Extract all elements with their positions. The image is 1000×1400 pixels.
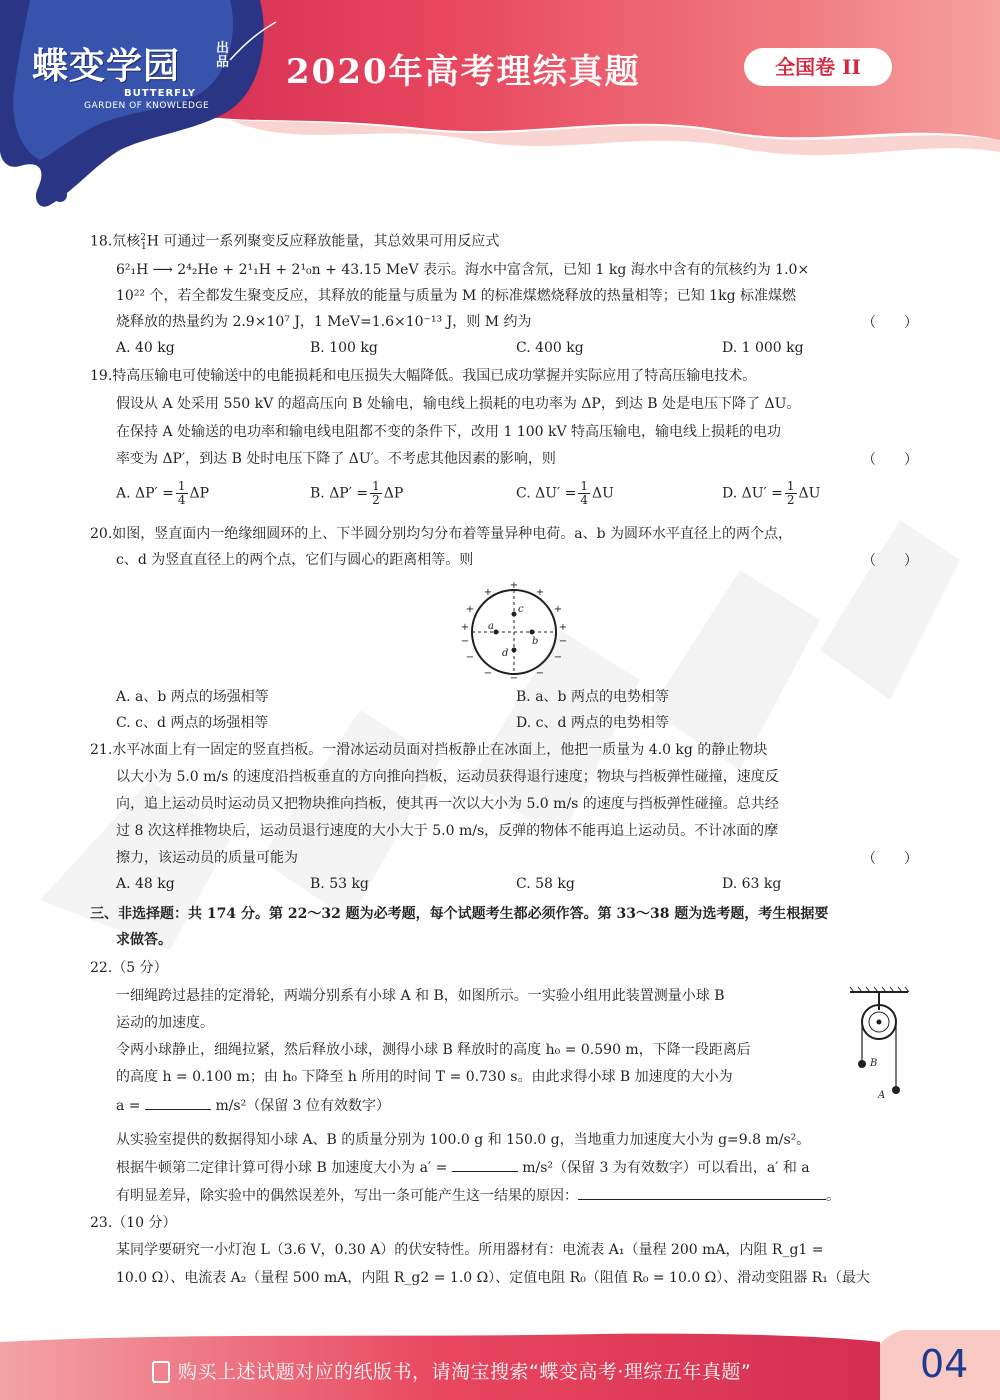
- q19-option-a[interactable]: [116, 480, 209, 507]
- q18-line2: 6²₁H ⟶ 2⁴₂He + 2¹₁H + 2¹₀n + 43.15 MeV 表示。海水中富含氘，已知 1 kg 海水中含有的氘核约为 1.0×: [116, 262, 810, 278]
- q18-line1-prefix: 氘核: [112, 233, 141, 250]
- q22-answer-blank-reason[interactable]: [578, 1185, 826, 1200]
- q18-answer-paren[interactable]: （ ）: [862, 315, 918, 331]
- q20-answer-paren[interactable]: （ ）: [862, 553, 918, 569]
- q22-line7-suffix: m/s²（保留 3 为有效数字）可以看出，a′ 和 a: [522, 1160, 810, 1176]
- q19-option-b-fraction: [370, 480, 382, 507]
- q20-option-a[interactable]: A. a、b 两点的场强相等: [116, 689, 269, 705]
- ball-a: [892, 1086, 900, 1094]
- q18-number: 18.: [90, 233, 113, 250]
- section3-line2: 求做答。: [116, 932, 172, 948]
- charge-minus: −: [535, 668, 545, 679]
- q19-option-c-num: 1: [580, 479, 589, 493]
- q22-line3: 令两小球静止，细绳拉紧，然后释放小球，测得小球 B 释放时的高度 h₀ = 0.590 m，下降一段距离后: [116, 1042, 751, 1058]
- point-c: [512, 612, 517, 617]
- q19-option-b[interactable]: [310, 480, 403, 507]
- q21-number: 21.: [90, 742, 113, 758]
- q19-option-a-tail: ΔP: [189, 485, 210, 502]
- section3-line1: 三、非选择题：共 174 分。第 22～32 题为必考题，每个试题考生都必须作答。第 33～38 题为选考题，考生根据要: [90, 906, 829, 922]
- q22-line4: 的高度 h = 0.100 m；由 h₀ 下降至 h 所用的时间 T = 0.730 s。由此求得小球 B 加速度的大小为: [116, 1069, 733, 1085]
- q19-line4: 率变为 ΔP′，到达 B 处时电压下降了 ΔU′。不考虑其他因素的影响，则: [116, 451, 556, 467]
- q23-header: 23.（10 分）: [90, 1215, 177, 1231]
- q19-line1-text: 特高压输电可使输送中的电能损耗和电压损失大幅降低。我国已成功掌握并实际应用了特高压输电技术。: [112, 368, 757, 384]
- charge-minus: −: [465, 652, 475, 663]
- point-b: [530, 630, 535, 635]
- charge-plus: +: [483, 587, 493, 598]
- q22-header: 22.（5 分）: [90, 960, 168, 976]
- charge-plus: +: [509, 582, 519, 591]
- q22-line8: [116, 1185, 840, 1206]
- paper-badge: 全国卷 II: [744, 48, 892, 86]
- point-a: [494, 630, 499, 635]
- label-c: c: [518, 604, 524, 615]
- q21-line1-text: 水平冰面上有一固定的竖直挡板。一滑冰运动员面对挡板静止在冰面上，他把一质量为 4.0 kg 的静止物块: [112, 742, 768, 758]
- q19-option-c-den: 4: [580, 493, 589, 507]
- q21-line1: [90, 740, 767, 760]
- charge-plus: +: [558, 622, 568, 633]
- point-d: [512, 648, 517, 653]
- charged-ring-figure: [452, 582, 576, 682]
- q20-number: 20.: [90, 526, 113, 542]
- label-b: b: [532, 636, 539, 647]
- q18-option-c[interactable]: C. 400 kg: [516, 340, 584, 356]
- q19-option-d-tail: ΔU: [798, 485, 821, 502]
- q21-line4: 过 8 次这样推物块后，运动员退行速度的大小大于 5.0 m/s，反弹的物体不能再追上运动员。不计冰面的摩: [116, 823, 779, 839]
- q20-line2: c、d 为竖直直径上的两个点，它们与圆心的距离相等。则: [116, 552, 474, 568]
- q19-option-b-label: B. ΔP′ =: [310, 485, 369, 502]
- q19-line2: 假设从 A 处采用 550 kV 的超高压向 B 处输电，输电线上损耗的电功率为 ΔP，到达 B 处是电压下降了 ΔU。: [116, 396, 801, 412]
- q18-line4: 烧释放的热量约为 2.9×10⁷ J，1 MeV=1.6×10⁻¹³ J，则 M 约为: [116, 314, 532, 330]
- q23-line2: 10.0 Ω）、电流表 A₂（量程 500 mA，内阻 R_g2 = 1.0 Ω）、定值电阻 R₀（阻值 R₀ = 10.0 Ω）、滑动变阻器 R₁（最大: [116, 1270, 870, 1286]
- q22-line7: [116, 1157, 810, 1178]
- q22-answer-blank-a-prime[interactable]: [452, 1157, 518, 1172]
- q19-line1: [90, 366, 756, 386]
- q21-answer-paren[interactable]: （ ）: [862, 851, 918, 867]
- q21-option-c[interactable]: C. 58 kg: [516, 876, 575, 892]
- q22-line1: 一细绳跨过悬挂的定滑轮，两端分别系有小球 A 和 B，如图所示。一实验小组用此装置测量小球 B: [116, 988, 725, 1004]
- q21-option-a[interactable]: A. 48 kg: [116, 876, 175, 892]
- q19-option-d-label: D. ΔU′ =: [722, 485, 783, 502]
- q19-option-d-num: 1: [786, 479, 795, 493]
- page-number: 04: [920, 1342, 969, 1386]
- q22-line6: 从实验室提供的数据得知小球 A、B 的质量分别为 100.0 g 和 150.0 g，当地重力加速度大小为 g=9.8 m/s²。: [116, 1132, 811, 1148]
- charge-minus: −: [558, 636, 568, 647]
- page-title: 2020年高考理综真题: [286, 52, 641, 92]
- q19-option-c[interactable]: [516, 480, 614, 507]
- q22-line8-suffix: 。: [826, 1188, 840, 1204]
- q22-line2: 运动的加速度。: [116, 1015, 214, 1031]
- q22-line5-prefix: a =: [116, 1098, 141, 1114]
- q20-option-c[interactable]: C. c、d 两点的场强相等: [116, 715, 269, 731]
- phone-icon: [152, 1361, 170, 1383]
- q18-line3: 10²² 个，若全都发生聚变反应，其释放的能量与质量为 M 的标准煤燃烧释放的热量相等；已知 1kg 标准煤燃: [116, 288, 796, 304]
- q20-line1-text: 如图，竖直面内一绝缘细圆环的上、下半圆分别均匀分布着等量异种电荷。a、b 为圆环水平直径上的两个点，: [112, 526, 793, 542]
- q19-option-b-num: 1: [372, 479, 380, 493]
- q19-option-a-num: 1: [177, 479, 186, 493]
- pulley-axle: [877, 1020, 882, 1025]
- label-a: a: [488, 621, 494, 632]
- q20-option-b[interactable]: B. a、b 两点的电势相等: [516, 689, 669, 705]
- q19-option-c-fraction: [578, 480, 590, 507]
- q21-option-d[interactable]: D. 63 kg: [722, 876, 782, 892]
- q22-line5-suffix: m/s²（保留 3 位有效数字）: [215, 1098, 391, 1114]
- q19-option-b-tail: ΔP: [383, 485, 404, 502]
- q19-option-a-fraction: [176, 480, 188, 507]
- q22-line5: [116, 1095, 390, 1116]
- q22-answer-blank-a[interactable]: [145, 1095, 211, 1110]
- q22-line7-prefix: 根据牛顿第二定律计算可得小球 B 加速度大小为 a′ =: [116, 1160, 448, 1176]
- q18-line1-suffix: H 可通过一系列聚变反应释放能量，其总效果可用反应式: [146, 233, 500, 250]
- charge-minus: −: [460, 636, 470, 647]
- charge-minus: −: [483, 668, 493, 679]
- q18-option-b[interactable]: B. 100 kg: [310, 340, 378, 356]
- logo-text: 蝶变学园: [32, 46, 181, 87]
- q22-line8-prefix: 有明显差异，除实验中的偶然误差外，写出一条可能产生这一结果的原因：: [116, 1188, 578, 1204]
- label-d: d: [502, 648, 509, 659]
- q19-option-c-label: C. ΔU′ =: [516, 485, 577, 502]
- charge-plus: +: [460, 622, 470, 633]
- charge-minus: −: [509, 673, 519, 682]
- brand-logo: [32, 38, 230, 111]
- q19-line3: 在保持 A 处输送的电功率和输电线电阻都不变的条件下，改用 1 100 kV 特高压输电，输电线上损耗的电功: [116, 424, 782, 440]
- logo-subtitle: 出品: [216, 41, 230, 70]
- ball-b: [858, 1060, 866, 1068]
- label-ball-a: A: [878, 1090, 886, 1101]
- q21-line2: 以大小为 5.0 m/s 的速度沿挡板垂直的方向推向挡板，运动员获得退行速度；物块与挡板弹性碰撞，速度反: [116, 769, 779, 785]
- q18-option-a[interactable]: A. 40 kg: [116, 340, 175, 356]
- q19-option-a-den: 4: [177, 493, 186, 507]
- q19-option-d-den: 2: [786, 493, 795, 507]
- q19-option-b-den: 2: [372, 493, 380, 507]
- footer-promo: 购买上述试题对应的纸版书，请淘宝搜索“蝶变高考·理综五年真题”: [178, 1361, 752, 1383]
- q19-number: 19.: [90, 368, 113, 384]
- q19-option-a-label: A. ΔP′ =: [116, 485, 174, 502]
- q19-option-d-fraction: [785, 480, 797, 507]
- q21-line3: 向，追上运动员时运动员又把物块推向挡板，使其再一次以大小为 5.0 m/s 的速度与挡板弹性碰撞。总共经: [116, 796, 779, 812]
- charge-plus: +: [535, 587, 545, 598]
- charge-minus: −: [553, 652, 563, 663]
- label-ball-b: B: [870, 1058, 878, 1069]
- q18-nuclide-sup: 2: [140, 233, 146, 243]
- q18-option-d[interactable]: D. 1 000 kg: [722, 340, 804, 356]
- q20-option-d[interactable]: D. c、d 两点的电势相等: [516, 715, 669, 731]
- q23-line1: 某同学要研究一小灯泡 L（3.6 V，0.30 A）的伏安特性。所用器材有：电流表 A₁（量程 200 mA，内阻 R_g1 =: [116, 1242, 824, 1258]
- q21-option-b[interactable]: B. 53 kg: [310, 876, 369, 892]
- logo-english-line2: GARDEN OF KNOWLEDGE: [84, 101, 210, 111]
- charge-plus: +: [553, 604, 563, 615]
- q19-option-d[interactable]: [722, 480, 820, 507]
- charge-plus: +: [465, 604, 475, 615]
- q21-line5: 擦力，该运动员的质量可能为: [116, 850, 298, 866]
- q19-option-c-tail: ΔU: [592, 485, 614, 502]
- q20-line1: [90, 524, 792, 544]
- q18-line1: [90, 228, 499, 257]
- q18-nuclide-sub: 1: [141, 242, 147, 253]
- q19-answer-paren[interactable]: （ ）: [862, 452, 918, 468]
- logo-english-line1: BUTTERFLY: [124, 88, 197, 99]
- pulley-figure: [846, 986, 912, 1106]
